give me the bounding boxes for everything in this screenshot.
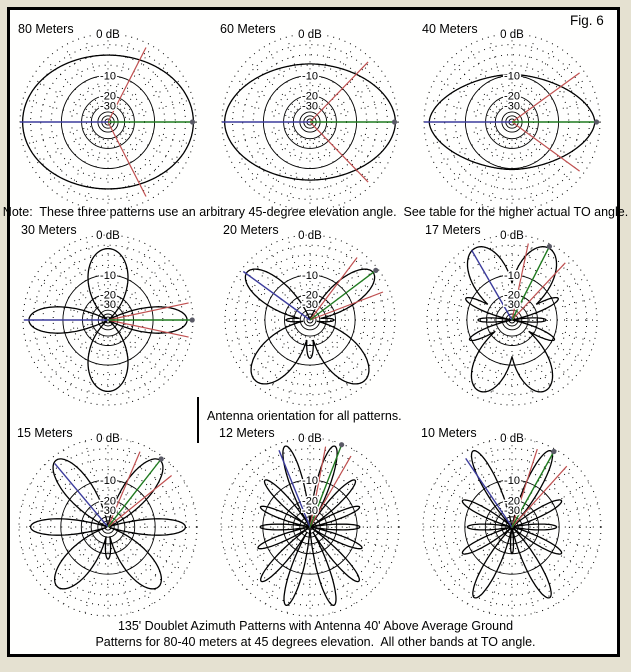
ring-label-minus20: -20: [302, 90, 318, 103]
ring-label-minus20: -20: [504, 90, 520, 103]
zero-db-label: 0 dB: [298, 433, 322, 445]
beamwidth-line-red: [108, 122, 146, 197]
cursor-line-blue: [243, 272, 310, 321]
beamwidth-line-red: [310, 62, 368, 122]
zero-db-label: 0 dB: [96, 29, 120, 41]
ring-label-minus30: -30: [504, 505, 520, 518]
ring-label-minus20: -20: [100, 90, 116, 103]
zero-db-label: 0 dB: [500, 433, 524, 445]
gain-marker-dot: [551, 449, 556, 454]
ring-label-minus10: -10: [302, 269, 318, 282]
ring-label-minus20: -20: [302, 495, 318, 508]
ring-label-minus10: -10: [100, 474, 116, 487]
ring-label-minus10: -10: [100, 70, 116, 83]
band-label-40-meters: 40 Meters: [422, 22, 478, 36]
gain-marker-dot: [190, 317, 195, 322]
polar-plot-svg-15-meters: [0, 417, 218, 637]
polar-plot-svg-10-meters: [402, 417, 622, 637]
radiation-pattern: [462, 451, 561, 598]
gain-marker-dot: [392, 119, 397, 124]
cursor-overlays: [424, 73, 599, 171]
zero-db-label: 0 dB: [96, 230, 120, 242]
zero-db-label: 0 dB: [500, 230, 524, 242]
gain-marker-dot: [373, 268, 378, 273]
plot-80-meters: [0, 12, 218, 232]
antenna-orientation-line: [197, 397, 199, 443]
gain-marker-dot: [159, 456, 164, 461]
ring-label-minus30: -30: [504, 100, 520, 113]
ring-label-minus20: -20: [100, 289, 116, 302]
max-gain-line-green: [108, 459, 161, 527]
ring-label-minus20: -20: [100, 495, 116, 508]
caption-line-2: Patterns for 80-40 meters at 45 degrees elevation. All other bands at TO angle.: [95, 635, 536, 649]
ring-label-minus30: -30: [100, 100, 116, 113]
ring-label-minus30: -30: [100, 505, 116, 518]
ring-label-minus10: -10: [100, 269, 116, 282]
figure-number: Fig. 6: [570, 13, 604, 28]
gain-marker-dot: [339, 442, 344, 447]
polar-plot-svg-40-meters: [402, 12, 622, 232]
band-label-17-meters: 17 Meters: [425, 223, 481, 237]
polar-plot-svg-60-meters: [200, 12, 420, 232]
plot-40-meters: [402, 12, 622, 232]
plot-15-meters: [0, 417, 218, 637]
plot-30-meters: [0, 210, 218, 430]
ring-label-minus30: -30: [302, 298, 318, 311]
gain-marker-dot: [594, 119, 599, 124]
ring-label-minus30: -30: [504, 298, 520, 311]
polar-plot-svg-80-meters: [0, 12, 218, 232]
ring-label-minus30: -30: [302, 100, 318, 113]
ring-label-minus30: -30: [302, 505, 318, 518]
plot-20-meters: [200, 210, 420, 430]
gain-marker-dot: [190, 119, 195, 124]
ring-label-minus10: -10: [504, 70, 520, 83]
zero-db-label: 0 dB: [500, 29, 524, 41]
ring-label-minus10: -10: [302, 474, 318, 487]
plot-12-meters: [200, 417, 420, 637]
ring-label-minus20: -20: [504, 289, 520, 302]
antenna-orientation-caption: Antenna orientation for all patterns.: [207, 409, 402, 423]
band-label-60-meters: 60 Meters: [220, 22, 276, 36]
plot-17-meters: [402, 210, 622, 430]
band-label-80-meters: 80 Meters: [18, 22, 74, 36]
zero-db-label: 0 dB: [96, 433, 120, 445]
ring-label-minus10: -10: [302, 70, 318, 83]
beamwidth-line-red: [310, 122, 368, 182]
band-label-30-meters: 30 Meters: [21, 223, 77, 237]
plot-60-meters: [200, 12, 420, 232]
ring-label-minus10: -10: [504, 474, 520, 487]
band-label-12-meters: 12 Meters: [219, 426, 275, 440]
caption-line-1: 135' Doublet Azimuth Patterns with Antenna 40' Above Average Ground: [117, 619, 514, 633]
band-label-10-meters: 10 Meters: [421, 426, 477, 440]
zero-db-label: 0 dB: [298, 230, 322, 242]
gain-marker-dot: [547, 244, 552, 249]
ring-label-minus20: -20: [504, 495, 520, 508]
polar-plot-svg-20-meters: [200, 210, 420, 430]
band-label-20-meters: 20 Meters: [223, 223, 279, 237]
note-text: Note: These three patterns use an arbitrary 45-degree elevation angle. See table for the higher actual TO angle.: [2, 205, 629, 219]
ring-label-minus20: -20: [302, 289, 318, 302]
polar-plot-svg-17-meters: [402, 210, 622, 430]
polar-plot-svg-12-meters: [200, 417, 420, 637]
plot-10-meters: [402, 417, 622, 637]
band-label-15-meters: 15 Meters: [17, 426, 73, 440]
polar-plot-svg-30-meters: [0, 210, 218, 430]
ring-label-minus30: -30: [100, 298, 116, 311]
ring-label-minus10: -10: [504, 269, 520, 282]
zero-db-label: 0 dB: [298, 29, 322, 41]
